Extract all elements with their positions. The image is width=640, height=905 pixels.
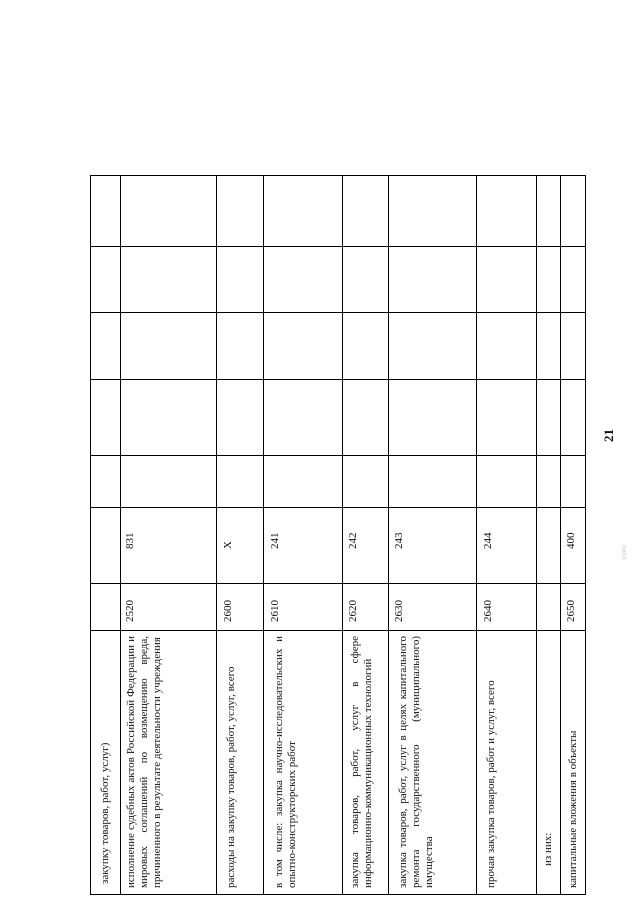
column-divider [91, 312, 585, 313]
column-divider [91, 583, 585, 584]
row-line-code: 2600 [222, 600, 234, 622]
row-divider [263, 176, 264, 894]
row-divider [388, 176, 389, 894]
column-divider [91, 630, 585, 631]
page-number: 21 [601, 429, 616, 442]
row-description: расходы на закупку товаров, работ, услуг, всего [225, 666, 237, 888]
row-line-code: 2610 [269, 600, 281, 622]
row-line-code: 2620 [347, 600, 359, 622]
row-divider [560, 176, 561, 894]
page-footer: 15002 [622, 545, 628, 560]
row-description: из них: [542, 832, 554, 866]
row-kbk-code: 400 [565, 532, 577, 549]
row-kbk-code: 244 [482, 532, 494, 549]
row-line-code: 2520 [124, 600, 136, 622]
row-description: закупка товаров, работ, услуг в сфере информационно-коммуникационных технологий [349, 636, 374, 888]
row-description: закупка товаров, работ, услуг в целях капитального ремонта государственного (муниципального) имущества [397, 636, 435, 888]
row-kbk-code: 241 [269, 532, 281, 549]
column-divider [91, 246, 585, 247]
row-divider [536, 176, 537, 894]
row-kbk-code: 243 [393, 532, 405, 549]
column-divider [91, 379, 585, 380]
column-divider [91, 455, 585, 456]
row-kbk-code: X [222, 541, 234, 549]
row-description: закупку товаров, работ, услуг) [99, 742, 111, 884]
row-kbk-code: 242 [347, 532, 359, 549]
row-description: капитальные вложения в объекты [567, 730, 579, 888]
row-line-code: 2640 [482, 600, 494, 622]
row-description: в том числе: закупка научно-исследовательских и опытно-конструкторских работ [273, 636, 298, 888]
row-description: прочая закупка товаров, работ и услуг, всего [485, 680, 497, 888]
row-line-code: 2650 [565, 600, 577, 622]
column-divider [91, 507, 585, 508]
row-line-code: 2630 [393, 600, 405, 622]
row-divider [216, 176, 217, 894]
row-divider [476, 176, 477, 894]
row-divider [120, 176, 121, 894]
row-divider [342, 176, 343, 894]
row-description: исполнение судебных актов Российской Федерации и мировых соглашений по возмещению вреда, причиненного в результате деятельности учреждения [125, 636, 163, 888]
row-kbk-code: 831 [124, 532, 136, 549]
budget-table [90, 175, 586, 895]
